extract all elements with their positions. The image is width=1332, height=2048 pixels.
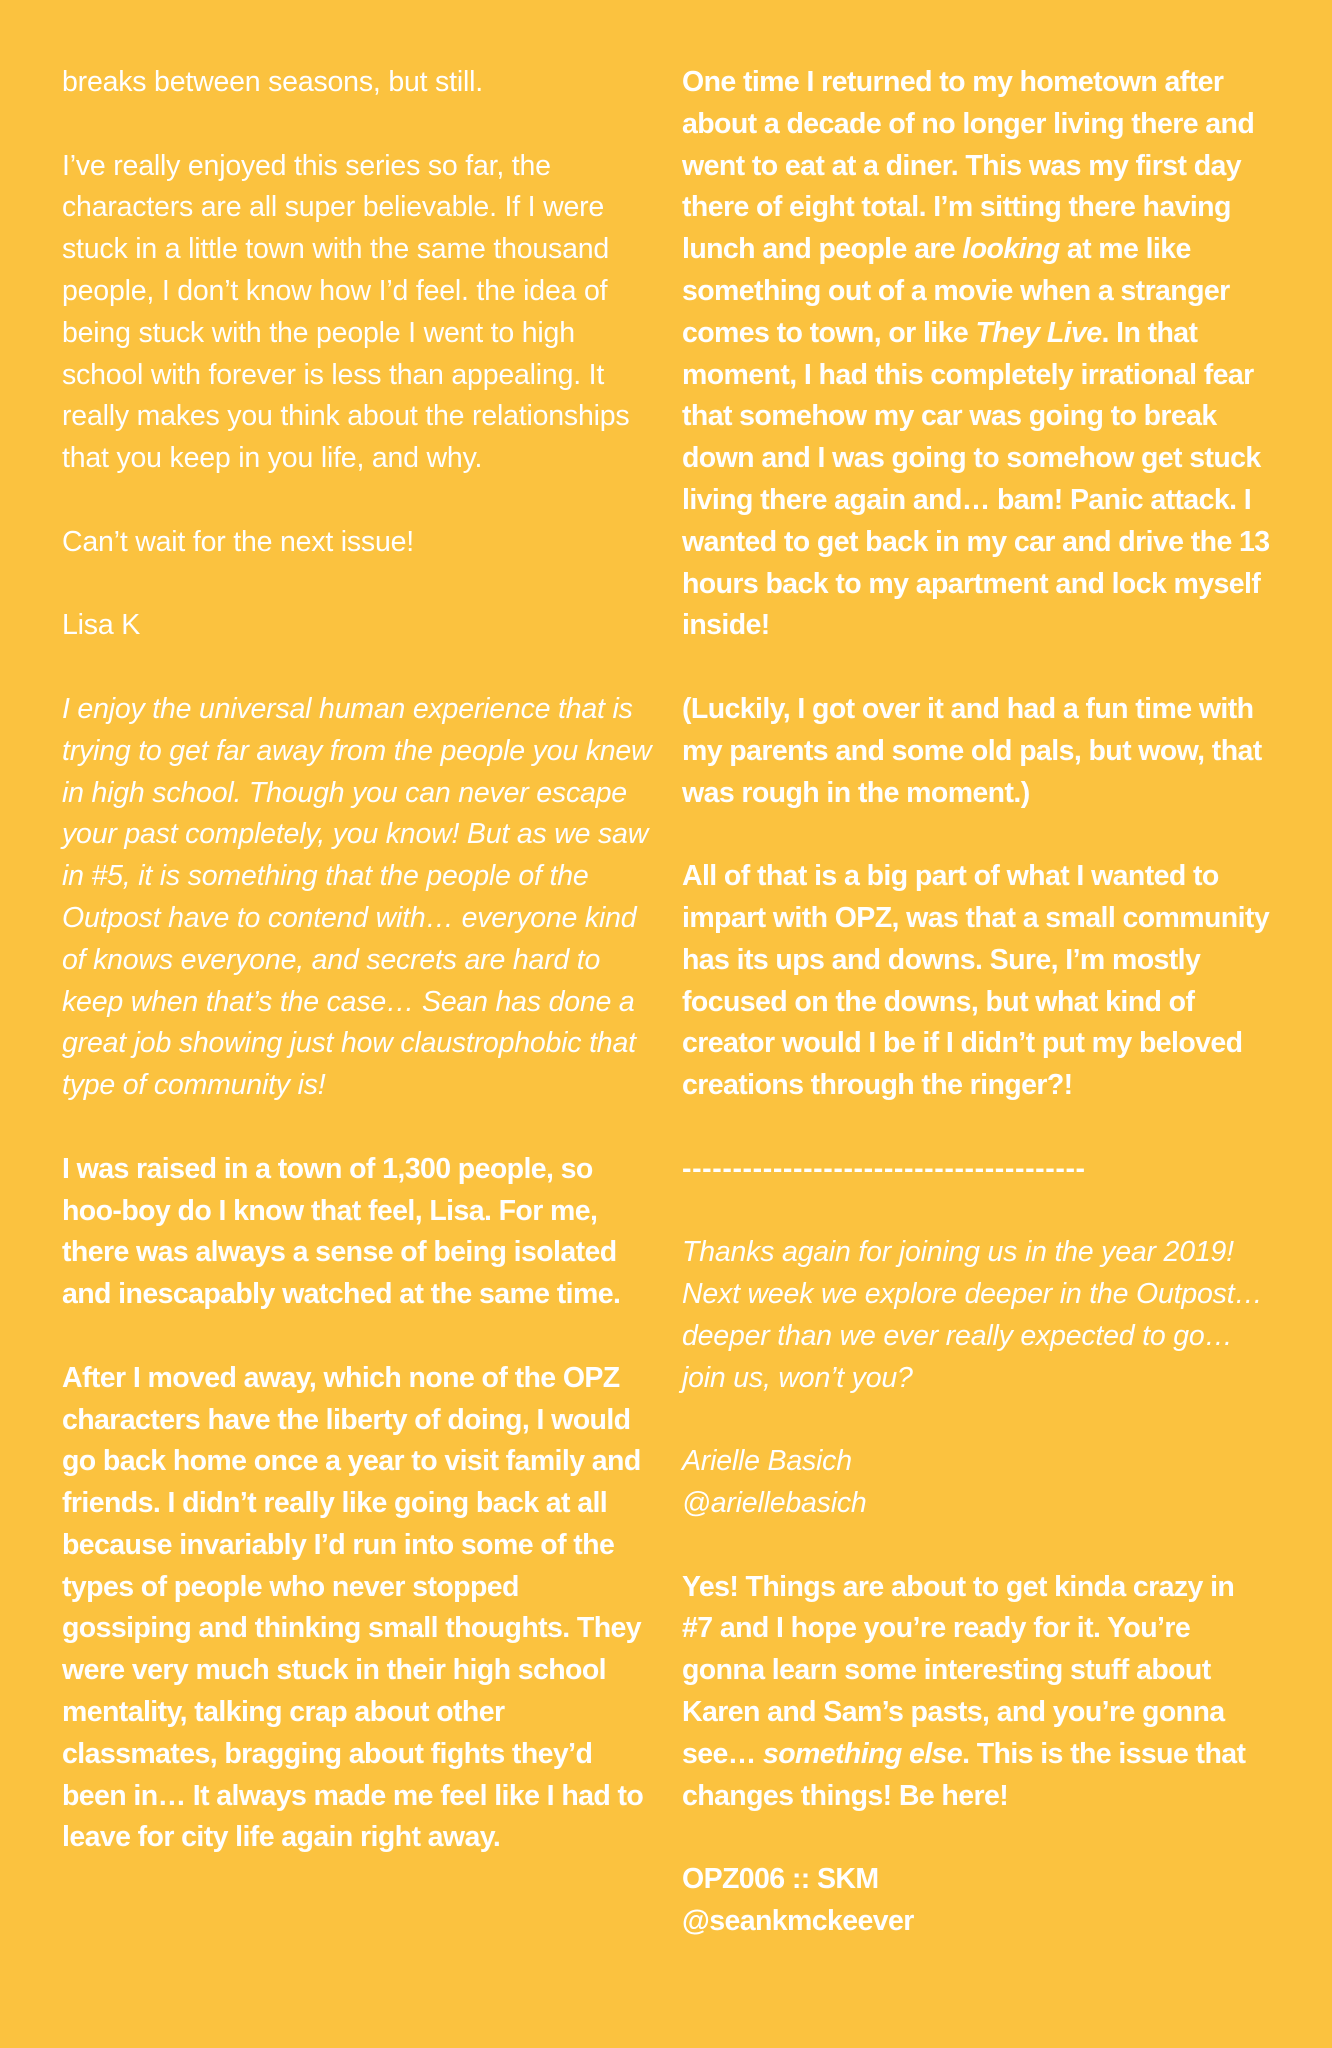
- letter-closing: Can’t wait for the next issue!: [62, 525, 415, 558]
- letter-name: Arielle Basich: [682, 1445, 852, 1478]
- creator-reply-paragraph: All of that is a big part of what I wanted to impart with OPZ, was that a small community has its ups and downs. Sure, I’m mostly focused on the downs, but what kind of creator would I be if I didn’t put my beloved creations through the ringer?!: [682, 860, 1270, 1102]
- emphasis: looking: [962, 233, 1060, 266]
- text-run: . This is the issue that changes things! Be here!: [682, 1737, 1246, 1812]
- letter-signature: [682, 1441, 1272, 1525]
- editor-reply-italic: I enjoy the universal human experience that is trying to get far away from the people you knew in high school. Though you can never escape your past completely, you know! But as we saw in #5, it is something that the people of the Outpost have to contend with… everyone kind of knows everyone, and secrets are hard to keep when that’s the case… Sean has done a great job showing just how claustrophobic that type of community is!: [62, 692, 652, 1102]
- creator-reply-paragraph: I was raised in a town of 1,300 people, so hoo-boy do I know that feel, Lisa. For me, there was always a sense of being isolated and inescapably watched at the same time.: [62, 1152, 621, 1311]
- creator-reply-paragraph: [682, 62, 1272, 647]
- text-run: at me like something out of a movie when a stranger comes to town, or like: [682, 233, 1230, 349]
- text-run: Yes! Things are about to get kinda crazy in #7 and I hope you’re ready for it. You’re gonna learn some interesting stuff about Karen and Sam’s pasts, and you’re gonna see…: [682, 1570, 1235, 1770]
- letter-continuation: breaks between seasons, but still.: [62, 66, 483, 98]
- letter-signature: Lisa K: [62, 609, 141, 642]
- left-column: [62, 62, 652, 1901]
- text-run: . In that moment, I had this completely irrational fear that somehow my car was going to break down and I was going to somehow get stuck living there again and… bam! Panic attack. I wanted to get back in my car and drive the 13 hours back to my apartment and lock myself inside!: [682, 316, 1270, 642]
- creator-reply-paragraph: [682, 1567, 1272, 1818]
- text-run: One time I returned to my hometown after about a decade of no longer living there and went to eat at a diner. This was my first day there of eight total. I’m sitting there having lunch and people are: [682, 66, 1255, 266]
- letter-body-italic: Thanks again for joining us in the year 2019! Next week we explore deeper in the Outpost… deeper than we ever really expected to go… join us, won’t you?: [682, 1236, 1263, 1394]
- section-divider: ----------------------------------------: [682, 1152, 1086, 1185]
- letter-body: I’ve really enjoyed this series so far, the characters are all super believable. If I were stuck in a little town with the same thousand people, I don’t know how I’d feel. the idea of being stuck with the people I went to high school with forever is less than appealing. It really makes you think about the relationships that you keep in you life, and why.: [62, 149, 630, 475]
- right-column: [682, 62, 1272, 1985]
- emphasis: something else: [762, 1737, 963, 1770]
- issue-code: OPZ006 :: SKM: [682, 1863, 879, 1896]
- creator-handle: @seankmckeever: [682, 1905, 914, 1938]
- creator-reply-paragraph: (Luckily, I got over it and had a fun time with my parents and some old pals, but wow, that was rough in the moment.): [682, 692, 1262, 809]
- creator-reply-paragraph: After I moved away, which none of the OPZ characters have the liberty of doing, I would go back home once a year to visit family and friends. I didn’t really like going back at all because invariably I’d run into some of the types of people who never stopped gossiping and thinking small thoughts. They were very much stuck in their high school mentality, talking crap about other classmates, bragging about fights they’d been in… It always made me feel like I had to leave for city life again right away.: [62, 1361, 644, 1854]
- letter-handle: @ariellebasich: [682, 1487, 867, 1520]
- creator-signature: [682, 1859, 1272, 1943]
- movie-title: They Live: [975, 316, 1102, 349]
